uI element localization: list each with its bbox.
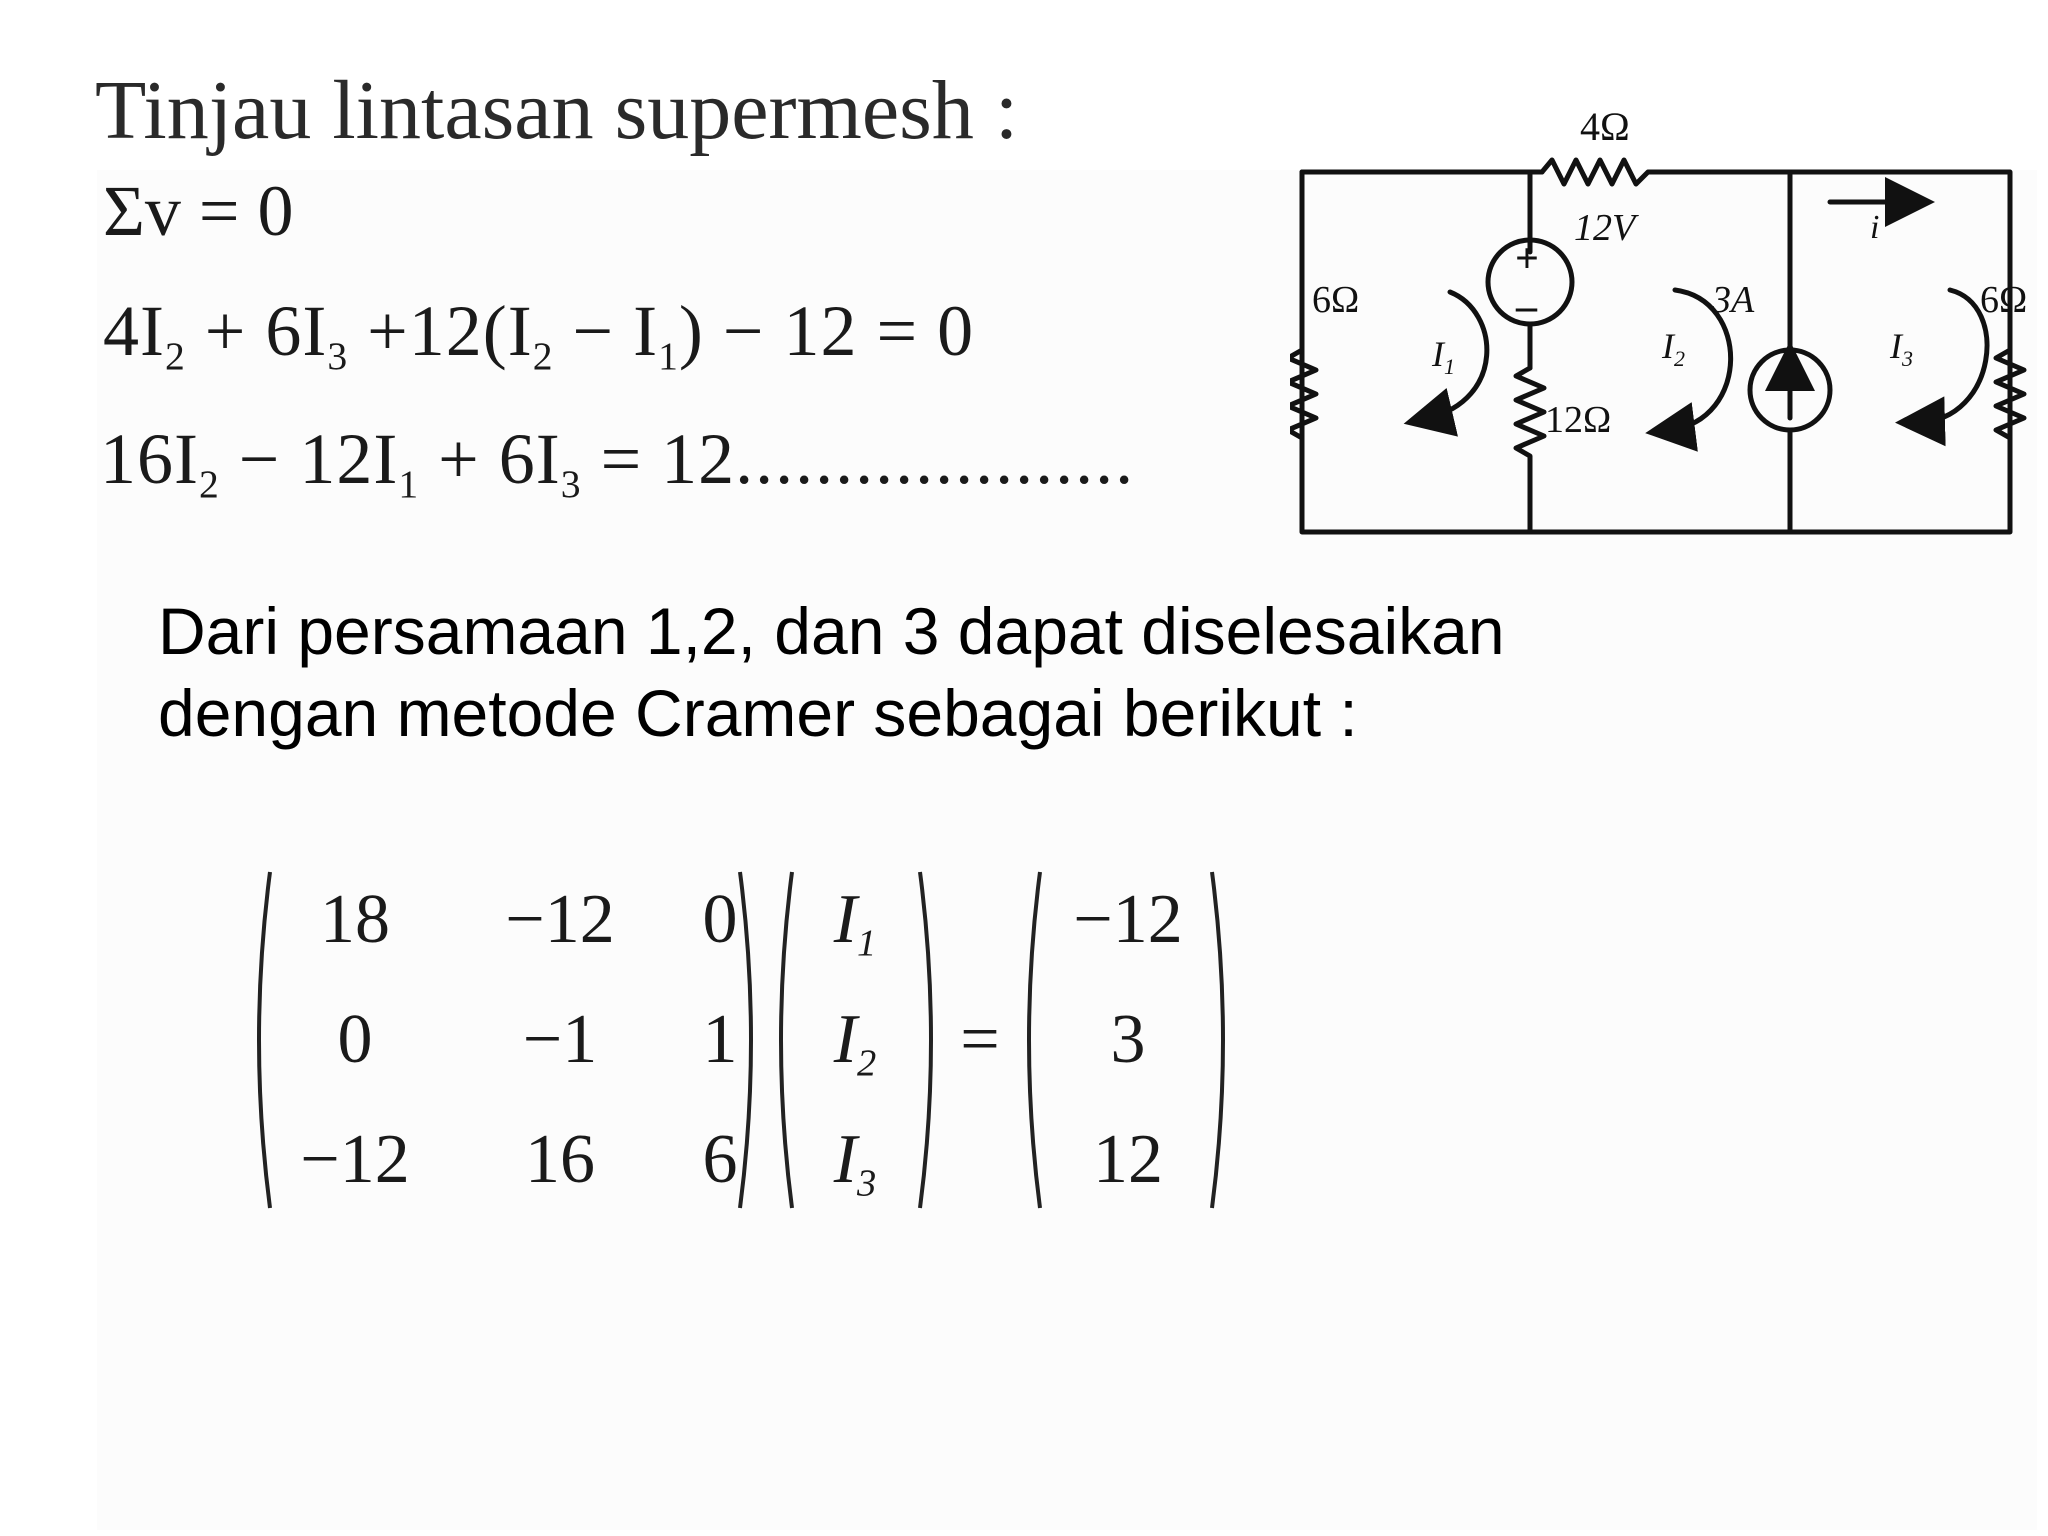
matrix-cell: −12 (505, 881, 615, 958)
mesh-I3-subscript: 3 (1902, 346, 1913, 371)
subscript: 2 (532, 333, 554, 378)
term: + 6I (438, 419, 561, 499)
heading: Tinjau lintasan supermesh : (95, 64, 1019, 157)
matrix-cell: 6 (702, 1121, 738, 1198)
matrix-cell: 0 (702, 881, 738, 958)
unknown-subscript: 2 (857, 1042, 877, 1085)
rhs-cell: −12 (1073, 881, 1183, 958)
matrix-cell: −1 (522, 1001, 598, 1078)
term: 16I (100, 419, 199, 499)
mesh-I3-label (1889, 326, 1913, 371)
term: = 12 (600, 419, 736, 499)
unknown-letter: I (833, 1001, 858, 1078)
mesh-equation (103, 290, 974, 379)
dot-leader: .................... (735, 419, 1136, 499)
r-right-label: 6Ω (1980, 279, 2028, 321)
unknown-letter: I (833, 1121, 858, 1198)
kvl-text: Σv = 0 (103, 171, 294, 251)
r-top-label: 4Ω (1580, 104, 1630, 149)
paragraph-line: Dari persamaan 1,2, dan 3 dapat diselesaikan (158, 594, 1505, 668)
term: +12(I (367, 291, 533, 371)
subscript: 2 (164, 333, 186, 378)
paragraph-line: dengan metode Cramer sebagai berikut : (158, 676, 1358, 750)
current-i-label: i (1870, 209, 1880, 246)
subscript: 1 (658, 333, 679, 378)
subscript: 2 (198, 461, 220, 506)
term: − 12I (238, 419, 399, 499)
unknown-subscript: 3 (857, 1162, 877, 1205)
subscript: 3 (560, 461, 582, 506)
mesh-I1-subscript: 1 (1444, 354, 1455, 379)
resistor-4ohm-symbol (1542, 160, 1708, 184)
matrix-cell: 0 (337, 1001, 373, 1078)
unknown-I1 (775, 880, 935, 965)
mesh-I1-letter: I (1432, 334, 1444, 374)
equals-sign: = (960, 1001, 1000, 1078)
unknown-letter: I (833, 881, 858, 958)
current-source-label: 3A (1712, 279, 1755, 321)
mesh-I2-label (1661, 326, 1685, 371)
minus-sign: – (1516, 284, 1537, 330)
cramer-paragraph (158, 590, 1758, 754)
mesh-I2-subscript: 2 (1674, 346, 1685, 371)
mesh-I3-loop (1920, 290, 1987, 422)
mesh-I3-letter: I (1890, 326, 1902, 366)
plus-sign: + (1515, 236, 1539, 282)
r-left-label: 6Ω (1312, 279, 1360, 321)
unknown-subscript: 1 (857, 922, 877, 965)
simplified-equation (100, 418, 1135, 507)
term: ) − 12 = 0 (678, 291, 975, 371)
resistor-12ohm-symbol (1516, 368, 1544, 532)
voltage-source-label: 12V (1574, 207, 1636, 249)
mesh-I2-letter: I (1662, 326, 1674, 366)
r-middle-label: 12Ω (1545, 399, 1612, 441)
rhs-cell: 12 (1093, 1121, 1163, 1198)
unknown-I3 (775, 1120, 935, 1205)
subscript: 1 (398, 461, 420, 506)
term: + 6I (204, 291, 328, 371)
matrix-cell: 16 (525, 1121, 595, 1198)
term: 4I (103, 291, 165, 371)
subscript: 3 (327, 333, 349, 378)
bracket-A-left (259, 872, 270, 1208)
matrix-cell: 18 (320, 881, 390, 958)
mesh-I1-label (1431, 334, 1455, 379)
matrix-equation (240, 860, 1240, 1220)
rhs-cell: 3 (1110, 1001, 1146, 1078)
circuit-diagram (1290, 100, 2046, 560)
term: − I (572, 291, 659, 371)
kvl-equation (103, 170, 294, 253)
bracket-b-right (1212, 872, 1223, 1208)
matrix-cell: −12 (300, 1121, 410, 1198)
matrix-cell: 1 (702, 1001, 738, 1078)
